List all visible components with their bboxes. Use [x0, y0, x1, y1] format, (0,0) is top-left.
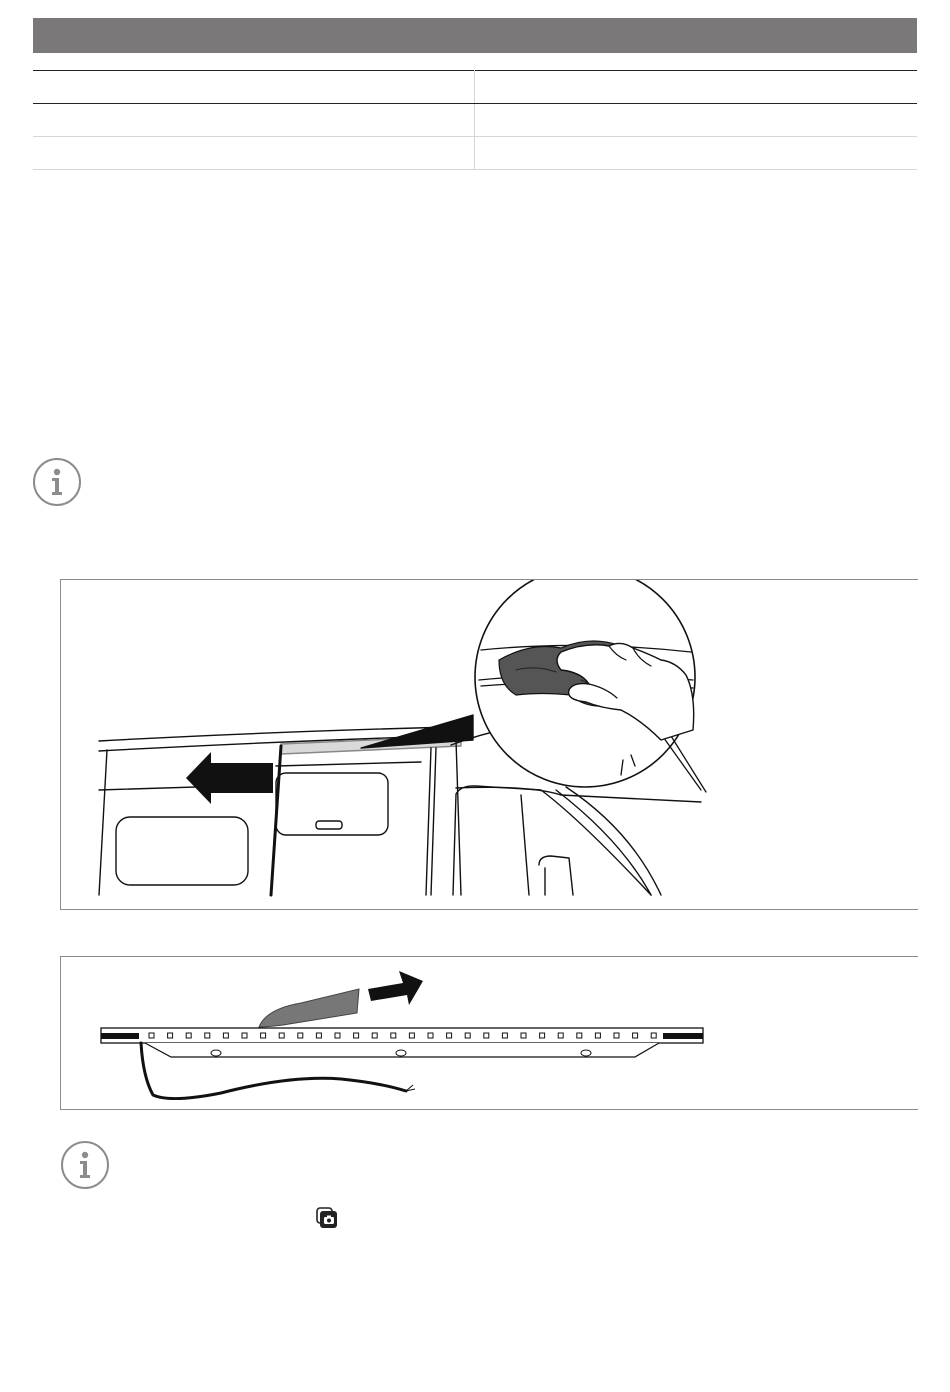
table-cell	[33, 71, 475, 104]
led-dot	[261, 1033, 266, 1038]
led-dot	[223, 1033, 228, 1038]
led-dot	[577, 1033, 582, 1038]
camera-gallery-icon	[316, 1207, 338, 1234]
spec-table	[33, 70, 917, 170]
led-dot	[540, 1033, 545, 1038]
table-cell	[33, 104, 475, 137]
led-dot	[186, 1033, 191, 1038]
table-cell	[475, 71, 918, 104]
led-dot	[316, 1033, 321, 1038]
table-row	[33, 104, 917, 137]
led-dot	[633, 1033, 638, 1038]
section-header-bar	[33, 18, 917, 53]
figure-van-cleaning	[60, 579, 918, 910]
led-dot	[558, 1033, 563, 1038]
led-dot	[168, 1033, 173, 1038]
led-dot	[298, 1033, 303, 1038]
led-dot	[354, 1033, 359, 1038]
led-dot	[335, 1033, 340, 1038]
led-dot	[651, 1033, 656, 1038]
info-note-1	[32, 457, 82, 512]
led-dot	[614, 1033, 619, 1038]
table-cell	[475, 104, 918, 137]
led-dot	[279, 1033, 284, 1038]
led-dot	[595, 1033, 600, 1038]
info-note-2	[60, 1140, 110, 1195]
led-dot	[372, 1033, 377, 1038]
info-icon	[60, 1140, 110, 1190]
led-dot	[521, 1033, 526, 1038]
van-cleaning-illustration	[61, 580, 918, 909]
led-dot	[447, 1033, 452, 1038]
table-row	[33, 71, 917, 104]
led-dot	[242, 1033, 247, 1038]
table-cell	[475, 137, 918, 170]
led-dot	[391, 1033, 396, 1038]
figure-led-strip	[60, 956, 918, 1110]
led-dot	[428, 1033, 433, 1038]
table-cell	[33, 137, 475, 170]
led-dot	[205, 1033, 210, 1038]
info-icon	[32, 457, 82, 507]
led-strip-illustration	[61, 957, 918, 1109]
led-dot	[502, 1033, 507, 1038]
led-dot	[409, 1033, 414, 1038]
led-dot	[149, 1033, 154, 1038]
led-dot	[484, 1033, 489, 1038]
table-row	[33, 137, 917, 170]
led-dot	[465, 1033, 470, 1038]
